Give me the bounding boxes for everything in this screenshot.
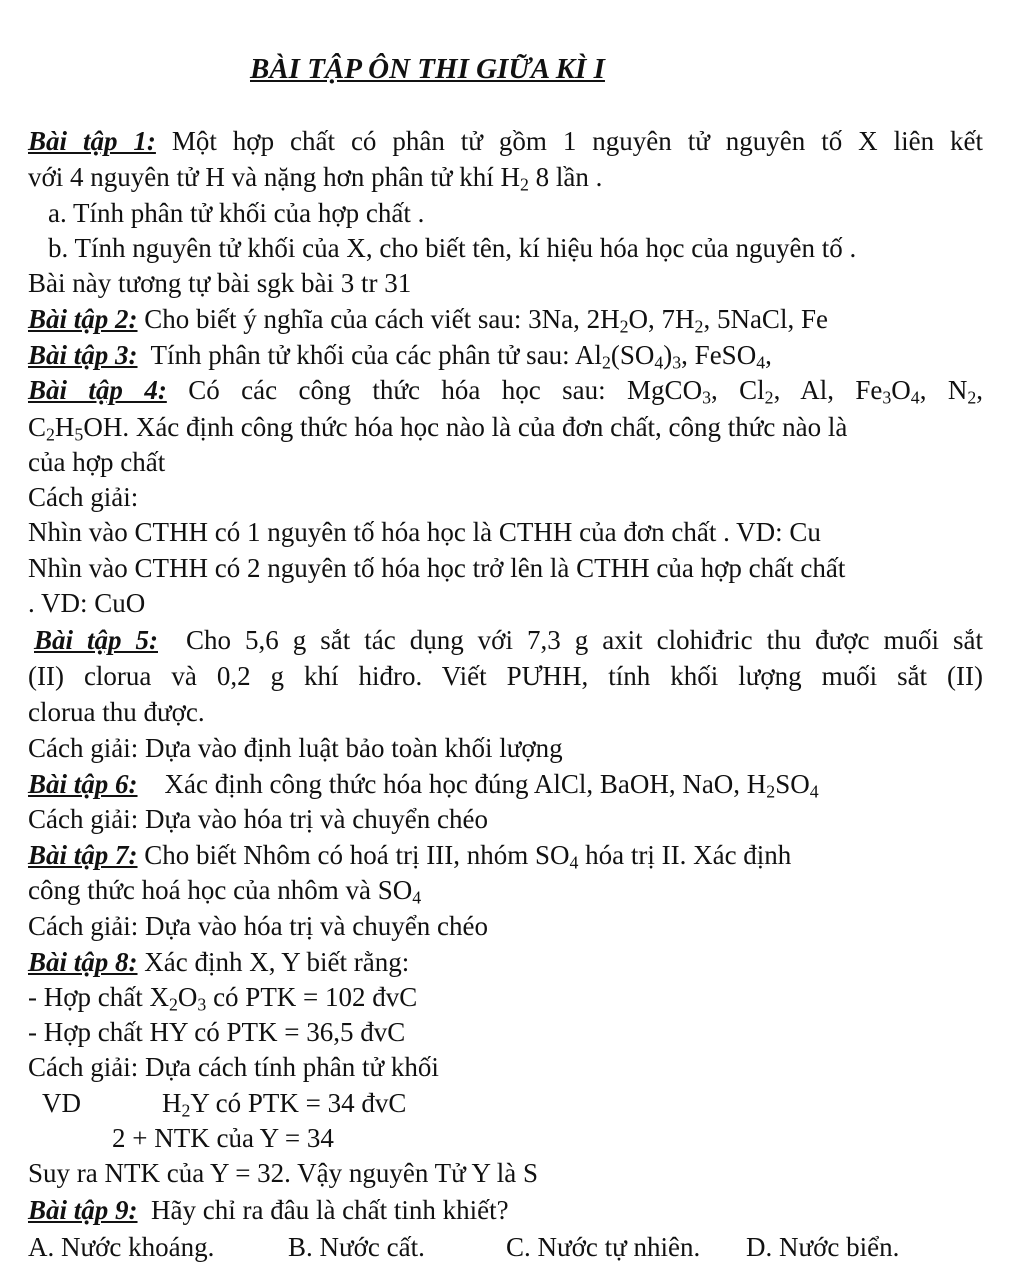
exercise-8-conclusion: Suy ra NTK của Y = 32. Vậy nguyên Tử Y là S (28, 1158, 539, 1188)
subscript: 3 (702, 387, 711, 408)
subscript: 4 (569, 852, 579, 873)
subscript: 4 (654, 352, 664, 373)
exercise-6-text-group (164, 769, 819, 802)
exercise-1-part-b: b. Tính nguyên tử khối của X, cho biết tên, kí hiệu hóa học của nguyên tố . (48, 233, 857, 263)
exercise-7-method: Cách giải: Dựa vào hóa trị và chuyển chéo (28, 911, 488, 941)
exercise-4-method-label: Cách giải: (28, 482, 139, 512)
exercise-6-line (28, 767, 819, 801)
exercise-2-line (28, 302, 828, 336)
exercise-9-text: Hãy chỉ ra đâu là chất tinh khiết? (151, 1195, 509, 1225)
exercise-2-text: Cho biết ý nghĩa của cách viết sau: 3Na, 2H (144, 304, 620, 334)
exercise-9-label: Bài tập 9: (28, 1195, 138, 1225)
exercise-3-text-2: (SO (610, 340, 655, 370)
page-title: BÀI TẬP ÔN THI GIỮA KÌ I (250, 53, 605, 85)
exercise-2-text-2: O, 7H (628, 304, 695, 334)
exercise-4-line-1 (28, 373, 983, 407)
exercise-9-option-c: C. Nước tự nhiên. (506, 1232, 701, 1262)
exercise-6-label: Bài tập 6: (28, 769, 138, 799)
subscript: 2 (967, 387, 977, 408)
exercise-1-text-2-end: 8 lần . (528, 162, 603, 192)
subscript: 2 (694, 316, 704, 337)
exercise-3-line (28, 338, 772, 372)
exercise-4-text-5: , N (919, 375, 968, 405)
exercise-6-text-2: SO (775, 769, 810, 799)
exercise-8-example-label: VD (42, 1088, 81, 1118)
subscript: 3 (672, 352, 682, 373)
exercise-7-label: Bài tập 7: (28, 840, 138, 870)
exercise-5-label: Bài tập 5: (34, 625, 158, 655)
exercise-9-option-b: B. Nước cất. (288, 1232, 425, 1262)
subscript: 2 (520, 174, 529, 195)
exercise-4-text-6: , (976, 375, 984, 405)
exercise-8-label: Bài tập 8: (28, 947, 138, 977)
exercise-8-example (162, 1086, 406, 1120)
subscript: 4 (756, 352, 766, 373)
exercise-5-line-3: clorua thu được. (28, 697, 205, 727)
exercise-7-text-group (144, 840, 792, 873)
exercise-3-text-5: , (765, 340, 772, 370)
exercise-4-line-2 (28, 410, 847, 444)
subscript: 2 (764, 387, 774, 408)
subscript: 2 (169, 994, 178, 1015)
exercise-1-label: Bài tập 1: (28, 126, 156, 156)
subscript: 2 (181, 1100, 191, 1121)
exercise-8-calculation: 2 + NTK của Y = 34 (112, 1123, 334, 1153)
exercise-1-line-1 (28, 124, 983, 158)
subscript: 4 (412, 887, 422, 908)
exercise-8-item-2: - Hợp chất HY có PTK = 36,5 đvC (28, 1017, 406, 1047)
exercise-8-item-1-end: có PTK = 102 đvC (206, 982, 418, 1012)
exercise-5-text-1: Cho 5,6 g sắt tác dụng với 7,3 g axit clohiđric thu được muối sắt (186, 625, 984, 655)
exercise-2-label: Bài tập 2: (28, 304, 138, 334)
subscript: 2 (601, 352, 611, 373)
exercise-4-text-line-2: OH. Xác định công thức hóa học nào là của đơn chất, công thức nào là (83, 412, 848, 442)
exercise-5-line-1 (34, 623, 983, 657)
exercise-7-line-1 (28, 838, 791, 872)
exercise-8-line (28, 945, 409, 979)
exercise-9-option-a: A. Nước khoáng. (28, 1232, 215, 1262)
subscript: 2 (46, 424, 55, 445)
exercise-8-method: Cách giải: Dựa cách tính phân tử khối (28, 1052, 439, 1082)
exercise-3-text-3: ) (663, 340, 673, 370)
exercise-8-item-1-text: - Hợp chất X (28, 982, 169, 1012)
exercise-4-formula-h: H (54, 412, 75, 442)
exercise-5-method: Cách giải: Dựa vào định luật bảo toàn khối lượng (28, 733, 563, 763)
exercise-5-line-2: (II) clorua và 0,2 g khí hiđro. Viết PƯHH, tính khối lượng muối sắt (II) (28, 661, 983, 691)
exercise-1-line-2 (28, 160, 602, 194)
exercise-1-note: Bài này tương tự bài sgk bài 3 tr 31 (28, 268, 412, 298)
exercise-4-formula-c: C (28, 412, 47, 442)
exercise-1-text-1: Một hợp chất có phân tử gồm 1 nguyên tử nguyên tố X liên kết (171, 126, 984, 156)
exercise-8-example-h: H (162, 1088, 182, 1118)
exercise-4-text-2: , Cl (710, 375, 765, 405)
exercise-4-method-1: Nhìn vào CTHH có 1 nguyên tố hóa học là CTHH của đơn chất . VD: Cu (28, 517, 821, 547)
exercise-1-part-a: a. Tính phân tử khối của hợp chất . (48, 198, 425, 228)
exercise-3-text-4: , FeSO (681, 340, 757, 370)
exercise-9-line (28, 1193, 509, 1227)
exercise-8-text: Xác định X, Y biết rằng: (144, 947, 410, 977)
subscript: 3 (197, 994, 207, 1015)
subscript: 4 (809, 781, 819, 802)
exercise-6-method: Cách giải: Dựa vào hóa trị và chuyển chéo (28, 804, 488, 834)
exercise-4-line-3: của hợp chất (28, 447, 166, 477)
exercise-7-line-2 (28, 873, 421, 907)
exercise-4-label: Bài tập 4: (28, 375, 167, 405)
exercise-8-item-1-o: O (177, 982, 198, 1012)
exercise-4-method-2: Nhìn vào CTHH có 2 nguyên tố hóa học trở lên là CTHH của hợp chất chất (28, 553, 846, 583)
exercise-1-text-2: với 4 nguyên tử H và nặng hơn phân tử khí H (28, 162, 521, 192)
exercise-7-text: Cho biết Nhôm có hoá trị III, nhóm SO (144, 840, 570, 870)
exercise-4-text-3: , Al, Fe (773, 375, 883, 405)
exercise-8-example-text: Y có PTK = 34 đvC (190, 1088, 407, 1118)
exercise-7-text-line-2: công thức hoá học của nhôm và SO (28, 875, 413, 905)
subscript: 2 (766, 781, 776, 802)
subscript: 2 (619, 316, 629, 337)
exercise-6-text: Xác định công thức hóa học đúng AlCl, BaOH, NaO, H (164, 769, 767, 799)
exercise-3-label: Bài tập 3: (28, 340, 138, 370)
exercise-8-item-1 (28, 980, 417, 1014)
exercise-2-text-3: , 5NaCl, Fe (703, 304, 828, 334)
exercise-4-method-3: . VD: CuO (28, 588, 146, 618)
subscript: 3 (882, 387, 892, 408)
exercise-3-text: Tính phân tử khối của các phân tử sau: Al (150, 340, 602, 370)
subscript: 5 (74, 424, 84, 445)
exercise-4-text-4: O (891, 375, 911, 405)
subscript: 4 (910, 387, 920, 408)
exercise-4-text-1: Có các công thức hóa học sau: MgCO (188, 375, 703, 405)
exercise-7-text-2: hóa trị II. Xác định (578, 840, 792, 870)
exercise-9-option-d: D. Nước biển. (746, 1232, 900, 1262)
